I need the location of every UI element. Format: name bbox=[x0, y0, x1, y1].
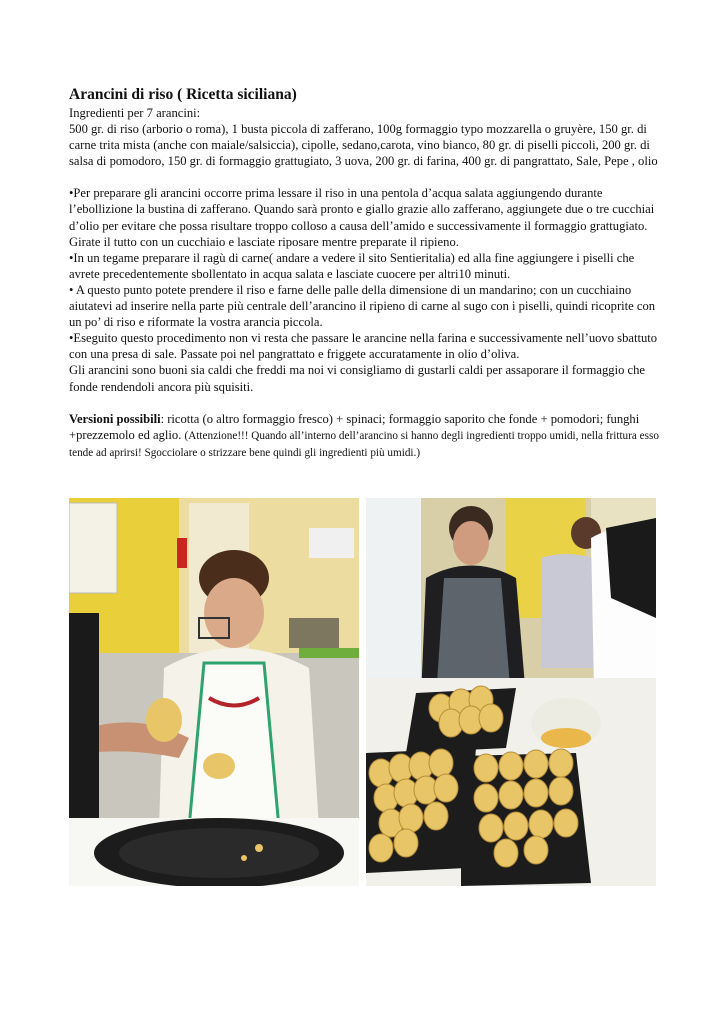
recipe-document bbox=[69, 86, 659, 461]
spacer bbox=[69, 169, 659, 185]
rice-ball bbox=[554, 809, 578, 837]
photo-arancini-trays-illustration bbox=[366, 498, 656, 886]
rice-ball bbox=[479, 814, 503, 842]
photo-shaping-arancini-illustration bbox=[69, 498, 359, 886]
spacer bbox=[69, 395, 659, 411]
rice-ball bbox=[524, 836, 548, 864]
serving-note: Gli arancini sono buoni sia caldi che freddi ma noi vi consigliamo di gustarli caldi per assaporare il formaggio che fonde rendendoli ancora più squisiti. bbox=[69, 363, 645, 394]
rice-ball bbox=[549, 777, 573, 805]
rice-ball bbox=[524, 779, 548, 807]
rice-ball bbox=[429, 749, 453, 777]
rice-ball bbox=[474, 754, 498, 782]
rice-ball bbox=[549, 749, 573, 777]
versions-paragraph bbox=[69, 411, 659, 461]
versions-text: : ricotta (o altro formaggio fresco) + spinaci; formaggio saporito che fonde + pomodori; funghi +prezzemolo ed aglio. bbox=[69, 411, 640, 442]
step-3: • A questo punto potete prendere il riso e farne delle palle della dimensione di un mandarino; con un cucchiaino aiutatevi ad inserire nella parte più centrale dell’arancino il ripieno di carne al sugo con i piselli, quindi ricoprite con un po’ di riso e riformate la vostra arancia piccola. bbox=[69, 282, 656, 330]
rice-ball bbox=[434, 774, 458, 802]
photo-strip bbox=[69, 498, 656, 886]
servings-line: Ingredienti per 7 arancini: bbox=[69, 106, 201, 120]
rice-ball bbox=[499, 781, 523, 809]
photo-shaping-arancini bbox=[69, 498, 359, 886]
rice-ball bbox=[499, 752, 523, 780]
rice-ball bbox=[494, 839, 518, 867]
photo-arancini-trays bbox=[366, 498, 656, 886]
rice-ball bbox=[479, 704, 503, 732]
rice-ball bbox=[529, 810, 553, 838]
step-4: •Eseguito questo procedimento non vi resta che passare le arancine nella farina e successivamente nell’uovo sbattuto con una presa di sale. Passate poi nel pangrattato e friggete accuratamente in olio d’oliva. bbox=[69, 331, 658, 362]
rice-ball bbox=[524, 750, 548, 778]
rice-ball bbox=[474, 784, 498, 812]
rice-ball bbox=[504, 812, 528, 840]
versions-label: Versioni possibili bbox=[69, 411, 161, 426]
recipe-title: Arancini di riso ( Ricetta siciliana) bbox=[69, 86, 297, 103]
step-2: •In un tegame preparare il ragù di carne( andare a vedere il sito Sentieritalia) ed alla fine aggiungere i piselli che avrete precedentemente sbollentato in acqua salata e lasciate cuocere per altri10 minuti. bbox=[69, 250, 635, 281]
step-1: •Per preparare gli arancini occorre prima lessare il riso in una pentola d’acqua salata aggiungendo durante l’ebollizione la bustina di zafferano. Quando sarà pronto e giallo grazie allo zafferano, aggiungete due o tre cucchiai d’olio per evitare che possa risultare troppo colloso a causa dell’amido e successivamente il formaggio grattugiato. Girate il tutto con un cucchiaio e lasciate riposare mentre preparate il ripieno. bbox=[69, 186, 655, 249]
rice-ball bbox=[394, 829, 418, 857]
warning-note: (Attenzione!!! Quando all’interno dell’arancino si hanno degli ingredienti troppo umidi, nella frittura esso tende ad aprirsi! Sgocciolare o strizzare bene quindi gli ingredienti più umidi.) bbox=[69, 429, 659, 459]
rice-ball bbox=[369, 834, 393, 862]
rice-ball bbox=[399, 804, 423, 832]
ingredients-list: 500 gr. di riso (arborio o roma), 1 busta piccola di zafferano, 100g formaggio typo mozzarella o gruyère, 150 gr. di carne trita mista (anche con maiale/salsiccia), cipolle, sedano,carota, vino bianco, 80 gr. di piselli piccoli, 200 gr. di salsa di pomodoro, 150 gr. di formaggio grattugiato, 3 uova, 200 gr. di farina, 400 gr. di pangrattato, Sale, Pepe , olio bbox=[69, 122, 658, 169]
rice-ball bbox=[424, 802, 448, 830]
